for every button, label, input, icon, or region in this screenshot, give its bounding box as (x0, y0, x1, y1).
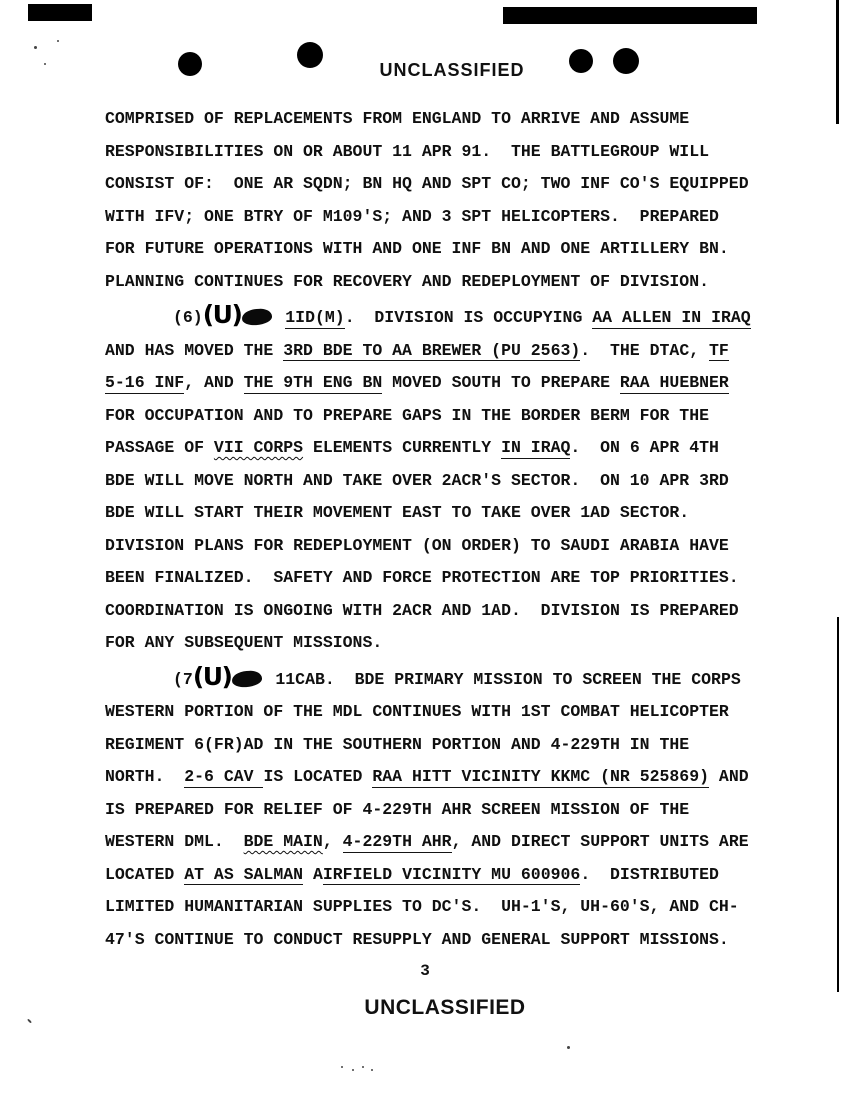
redaction-bar-top-right (503, 7, 757, 24)
scan-speck (34, 46, 37, 49)
text-line: 5-16 INF, AND THE 9TH ENG BN MOVED SOUTH TO PREPARE RAA HUEBNER (105, 373, 729, 392)
text-line: LOCATED AT AS SALMAN AIRFIELD VICINITY MU 600906. DISTRIBUTED (105, 864, 719, 884)
scan-speck (362, 1066, 364, 1068)
text-line: AND HAS MOVED THE 3RD BDE TO AA BREWER (PU 2563). THE DTAC, TF (105, 340, 729, 360)
text-line: REGIMENT 6(FR)AD IN THE SOUTHERN PORTION AND 4-229TH IN THE (105, 734, 690, 754)
text-line: (6)(U) 1ID(M). DIVISION IS OCCUPYING AA ALLEN IN IRAQ (173, 300, 751, 329)
scan-speck (352, 1069, 354, 1071)
scan-speck (371, 1069, 373, 1071)
text-line: LIMITED HUMANITARIAN SUPPLIES TO DC'S. UH-1'S, UH-60'S, AND CH- (105, 897, 739, 916)
text-line: COORDINATION IS ONGOING WITH 2ACR AND 1AD. DIVISION IS PREPARED (105, 600, 739, 620)
redaction-bar-top-left (28, 4, 92, 21)
scan-edge-line-bottom (837, 617, 839, 992)
page-number: 3 (420, 962, 430, 980)
scan-speck (567, 1046, 570, 1049)
text-line: DIVISION PLANS FOR REDEPLOYMENT (ON ORDER) TO SAUDI ARABIA HAVE (105, 535, 729, 555)
scan-speck (341, 1066, 343, 1068)
text-line: FOR OCCUPATION AND TO PREPARE GAPS IN THE BORDER BERM FOR THE (105, 405, 709, 425)
scan-speck (57, 40, 59, 42)
text-line: FOR ANY SUBSEQUENT MISSIONS. (105, 633, 383, 652)
footer-classification: UNCLASSIFIED (364, 996, 526, 1019)
text-line: 47'S CONTINUE TO CONDUCT RESUPPLY AND GENERAL SUPPORT MISSIONS. (105, 929, 729, 949)
text-line: IS PREPARED FOR RELIEF OF 4-229TH AHR SCREEN MISSION OF THE (105, 799, 690, 819)
header-classification: UNCLASSIFIED (379, 60, 525, 80)
text-line: BDE WILL START THEIR MOVEMENT EAST TO TAKE OVER 1AD SECTOR. (105, 503, 690, 522)
text-line: WESTERN PORTION OF THE MDL CONTINUES WITH 1ST COMBAT HELICOPTER (105, 702, 729, 721)
text-line: (7(U) 11CAB. BDE PRIMARY MISSION TO SCREEN THE CORPS (173, 661, 741, 691)
text-line: NORTH. 2-6 CAV IS LOCATED RAA HITT VICINITY KKMC (NR 525869) AND (105, 767, 749, 786)
text-line: CONSIST OF: ONE AR SQDN; BN HQ AND SPT CO; TWO INF CO'S EQUIPPED (105, 174, 749, 193)
handwritten-u-annotation: (U) (192, 661, 232, 691)
text-line: COMPRISED OF REPLACEMENTS FROM ENGLAND TO ARRIVE AND ASSUME (105, 109, 690, 128)
text-line: PASSAGE OF VII CORPS ELEMENTS CURRENTLY IN IRAQ. ON 6 APR 4TH (105, 438, 719, 457)
body-text (105, 103, 805, 956)
text-line: BDE WILL MOVE NORTH AND TAKE OVER 2ACR'S SECTOR. ON 10 APR 3RD (105, 470, 729, 490)
text-line: WESTERN DML. BDE MAIN, 4-229TH AHR, AND DIRECT SUPPORT UNITS ARE (105, 832, 749, 851)
text-line: BEEN FINALIZED. SAFETY AND FORCE PROTECTION ARE TOP PRIORITIES. (105, 568, 739, 587)
text-line: RESPONSIBILITIES ON OR ABOUT 11 APR 91. THE BATTLEGROUP WILL (105, 141, 709, 161)
handwritten-u-annotation: (U) (202, 300, 242, 329)
redaction-scribble-mark (242, 308, 273, 326)
text-line: WITH IFV; ONE BTRY OF M109'S; AND 3 SPT HELICOPTERS. PREPARED (105, 206, 719, 226)
redaction-scribble-mark (232, 669, 263, 687)
text-line: PLANNING CONTINUES FOR RECOVERY AND REDEPLOYMENT OF DIVISION. (105, 271, 709, 291)
text-line: FOR FUTURE OPERATIONS WITH AND ONE INF BN AND ONE ARTILLERY BN. (105, 239, 729, 258)
